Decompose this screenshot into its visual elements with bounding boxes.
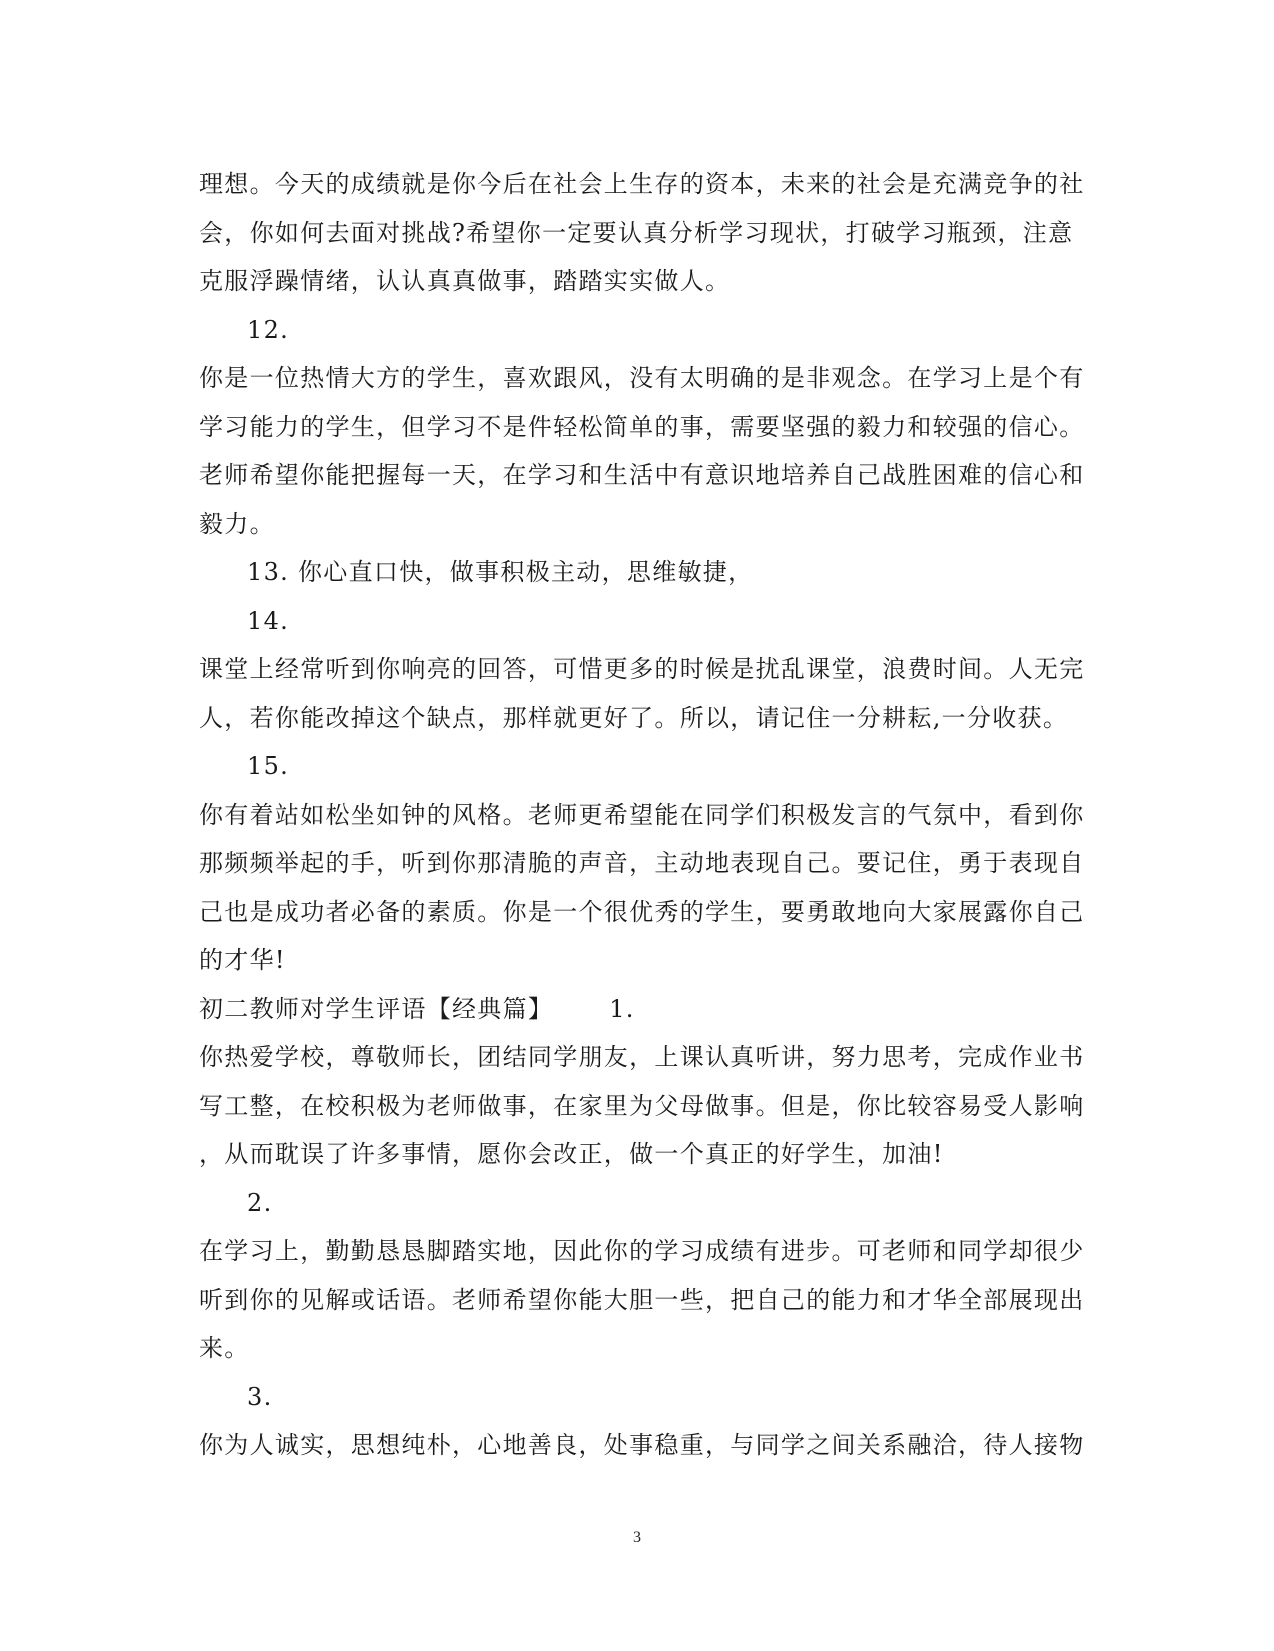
item-number: 12.: [247, 315, 290, 344]
text-line: 在学习上，勤勤恳恳脚踏实地，因此你的学习成绩有进步。可老师和同学却很少: [199, 1237, 1085, 1265]
text-line: 写工整，在校积极为老师做事，在家里为父母做事。但是，你比较容易受人影响: [199, 1091, 1085, 1120]
text-line: 人，若你能改掉这个缺点，那样就更好了。所以，请记住一分耕耘,一分收获。: [199, 703, 1069, 732]
text-line: 那频频举起的手，听到你那清脆的声音，主动地表现自己。要记住，勇于表现自: [199, 849, 1085, 877]
text-line: 你热爱学校，尊敬师长，团结同学朋友，上课认真听讲，努力思考，完成作业书: [199, 1043, 1085, 1071]
text-line: 老师希望你能把握每一天，在学习和生活中有意识地培养自己战胜困难的信心和: [199, 461, 1085, 489]
section-heading: [199, 985, 1079, 1034]
item-line: 13. 你心直口快，做事积极主动，思维敏捷，: [247, 558, 754, 586]
item-number: 1.: [609, 994, 635, 1023]
text-line: 学习能力的学生，但学习不是件轻松简单的事，需要坚强的毅力和较强的信心。: [199, 412, 1085, 441]
text-line: 来。: [199, 1334, 250, 1362]
text-line: 你是一位热情大方的学生，喜欢跟风，没有太明确的是非观念。在学习上是个有: [199, 364, 1085, 392]
text-line: 己也是成功者必备的素质。你是一个很优秀的学生，要勇敢地向大家展露你自己: [199, 897, 1085, 926]
text-line: 的才华!: [199, 946, 286, 974]
item-number: 2.: [247, 1188, 273, 1217]
section-title: 初二教师对学生评语【经典篇】: [199, 994, 554, 1023]
text-line: 你有着站如松坐如钟的风格。老师更希望能在同学们积极发言的气氛中，看到你: [199, 800, 1085, 829]
item-number: 3.: [247, 1382, 273, 1411]
text-line: 课堂上经常听到你响亮的回答，可惜更多的时候是扰乱课堂，浪费时间。人无完: [199, 655, 1085, 683]
document-body: [199, 160, 1085, 1470]
text-line: 毅力。: [199, 509, 275, 538]
text-line: 理想。今天的成绩就是你今后在社会上生存的资本，未来的社会是充满竞争的社: [199, 170, 1085, 198]
text-line: 你为人诚实，思想纯朴，心地善良，处事稳重，与同学之间关系融洽，待人接物: [199, 1431, 1085, 1459]
text-line: 听到你的见解或话语。老师希望你能大胆一些，把自己的能力和才华全部展现出: [199, 1285, 1085, 1314]
text-line: ，从而耽误了许多事情，愿你会改正，做一个真正的好学生，加油!: [199, 1140, 944, 1168]
item-number: 15.: [247, 752, 290, 780]
page-number: 3: [633, 1529, 641, 1546]
text-line: 会，你如何去面对挑战?希望你一定要认真分析学习现状，打破学习瓶颈，注意: [199, 218, 1074, 247]
item-number: 14.: [247, 606, 290, 635]
text-line: 克服浮躁情绪，认认真真做事，踏踏实实做人。: [199, 267, 731, 295]
